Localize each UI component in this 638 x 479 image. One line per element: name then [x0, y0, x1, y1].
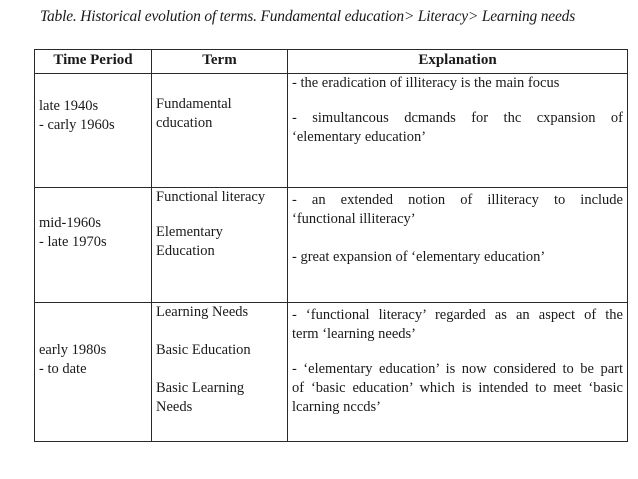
header-row	[35, 50, 628, 74]
period-end: - late 1970s	[39, 234, 107, 250]
period-start: early 1980s	[39, 342, 107, 358]
explanation-text: lcarning nccds’	[292, 399, 381, 415]
table-row	[35, 74, 628, 188]
explanation-text: of ‘basic education’ which is intended to meet ‘basic	[292, 380, 623, 396]
period-cell	[35, 74, 152, 188]
explanation-cell	[288, 303, 628, 442]
period-start: mid-1960s	[39, 215, 102, 231]
explanation-text: - simultancous dcmands for thc cxpansion of	[292, 110, 623, 126]
header-explanation: Explanation	[288, 50, 628, 74]
explanation-text: - great expansion of ‘elementary education’	[292, 249, 546, 265]
period-end: - carly 1960s	[39, 117, 115, 133]
period-cell	[35, 303, 152, 442]
term-cell	[152, 74, 288, 188]
table-caption: Table. Historical evolution of terms. Fundamental education> Literacy> Learning needs	[40, 8, 576, 25]
term-text: Elementary	[156, 224, 223, 240]
term-text: Fundamental	[156, 96, 232, 112]
explanation-text: - the eradication of illiteracy is the main focus	[292, 75, 560, 91]
term-text: Learning Needs	[156, 304, 249, 320]
header-time-period: Time Period	[35, 50, 152, 74]
header-term: Term	[152, 50, 288, 74]
explanation-text: term ‘learning needs’	[292, 326, 417, 342]
period-cell	[35, 188, 152, 303]
period-end: - to date	[39, 361, 87, 377]
explanation-text: - an extended notion of illiteracy to include	[292, 192, 623, 208]
term-text: Functional literacy	[156, 189, 266, 205]
explanation-text: ‘functional illiteracy’	[292, 211, 416, 227]
table-row	[35, 303, 628, 442]
table-row	[35, 188, 628, 303]
explanation-text: - ‘elementary education’ is now considered to be part	[292, 361, 623, 377]
terms-table	[34, 49, 628, 442]
term-text: Basic Learning Needs	[156, 380, 245, 415]
explanation-cell	[288, 188, 628, 303]
term-text: Basic Education	[156, 342, 251, 358]
term-text: Education	[156, 243, 215, 259]
term-text: cducation	[156, 115, 213, 131]
explanation-cell	[288, 74, 628, 188]
period-start: late 1940s	[39, 98, 99, 114]
term-cell	[152, 188, 288, 303]
term-cell	[152, 303, 288, 442]
explanation-text: ‘elementary education’	[292, 129, 427, 145]
explanation-text: - ‘functional literacy’ regarded as an aspect of the	[292, 307, 623, 323]
